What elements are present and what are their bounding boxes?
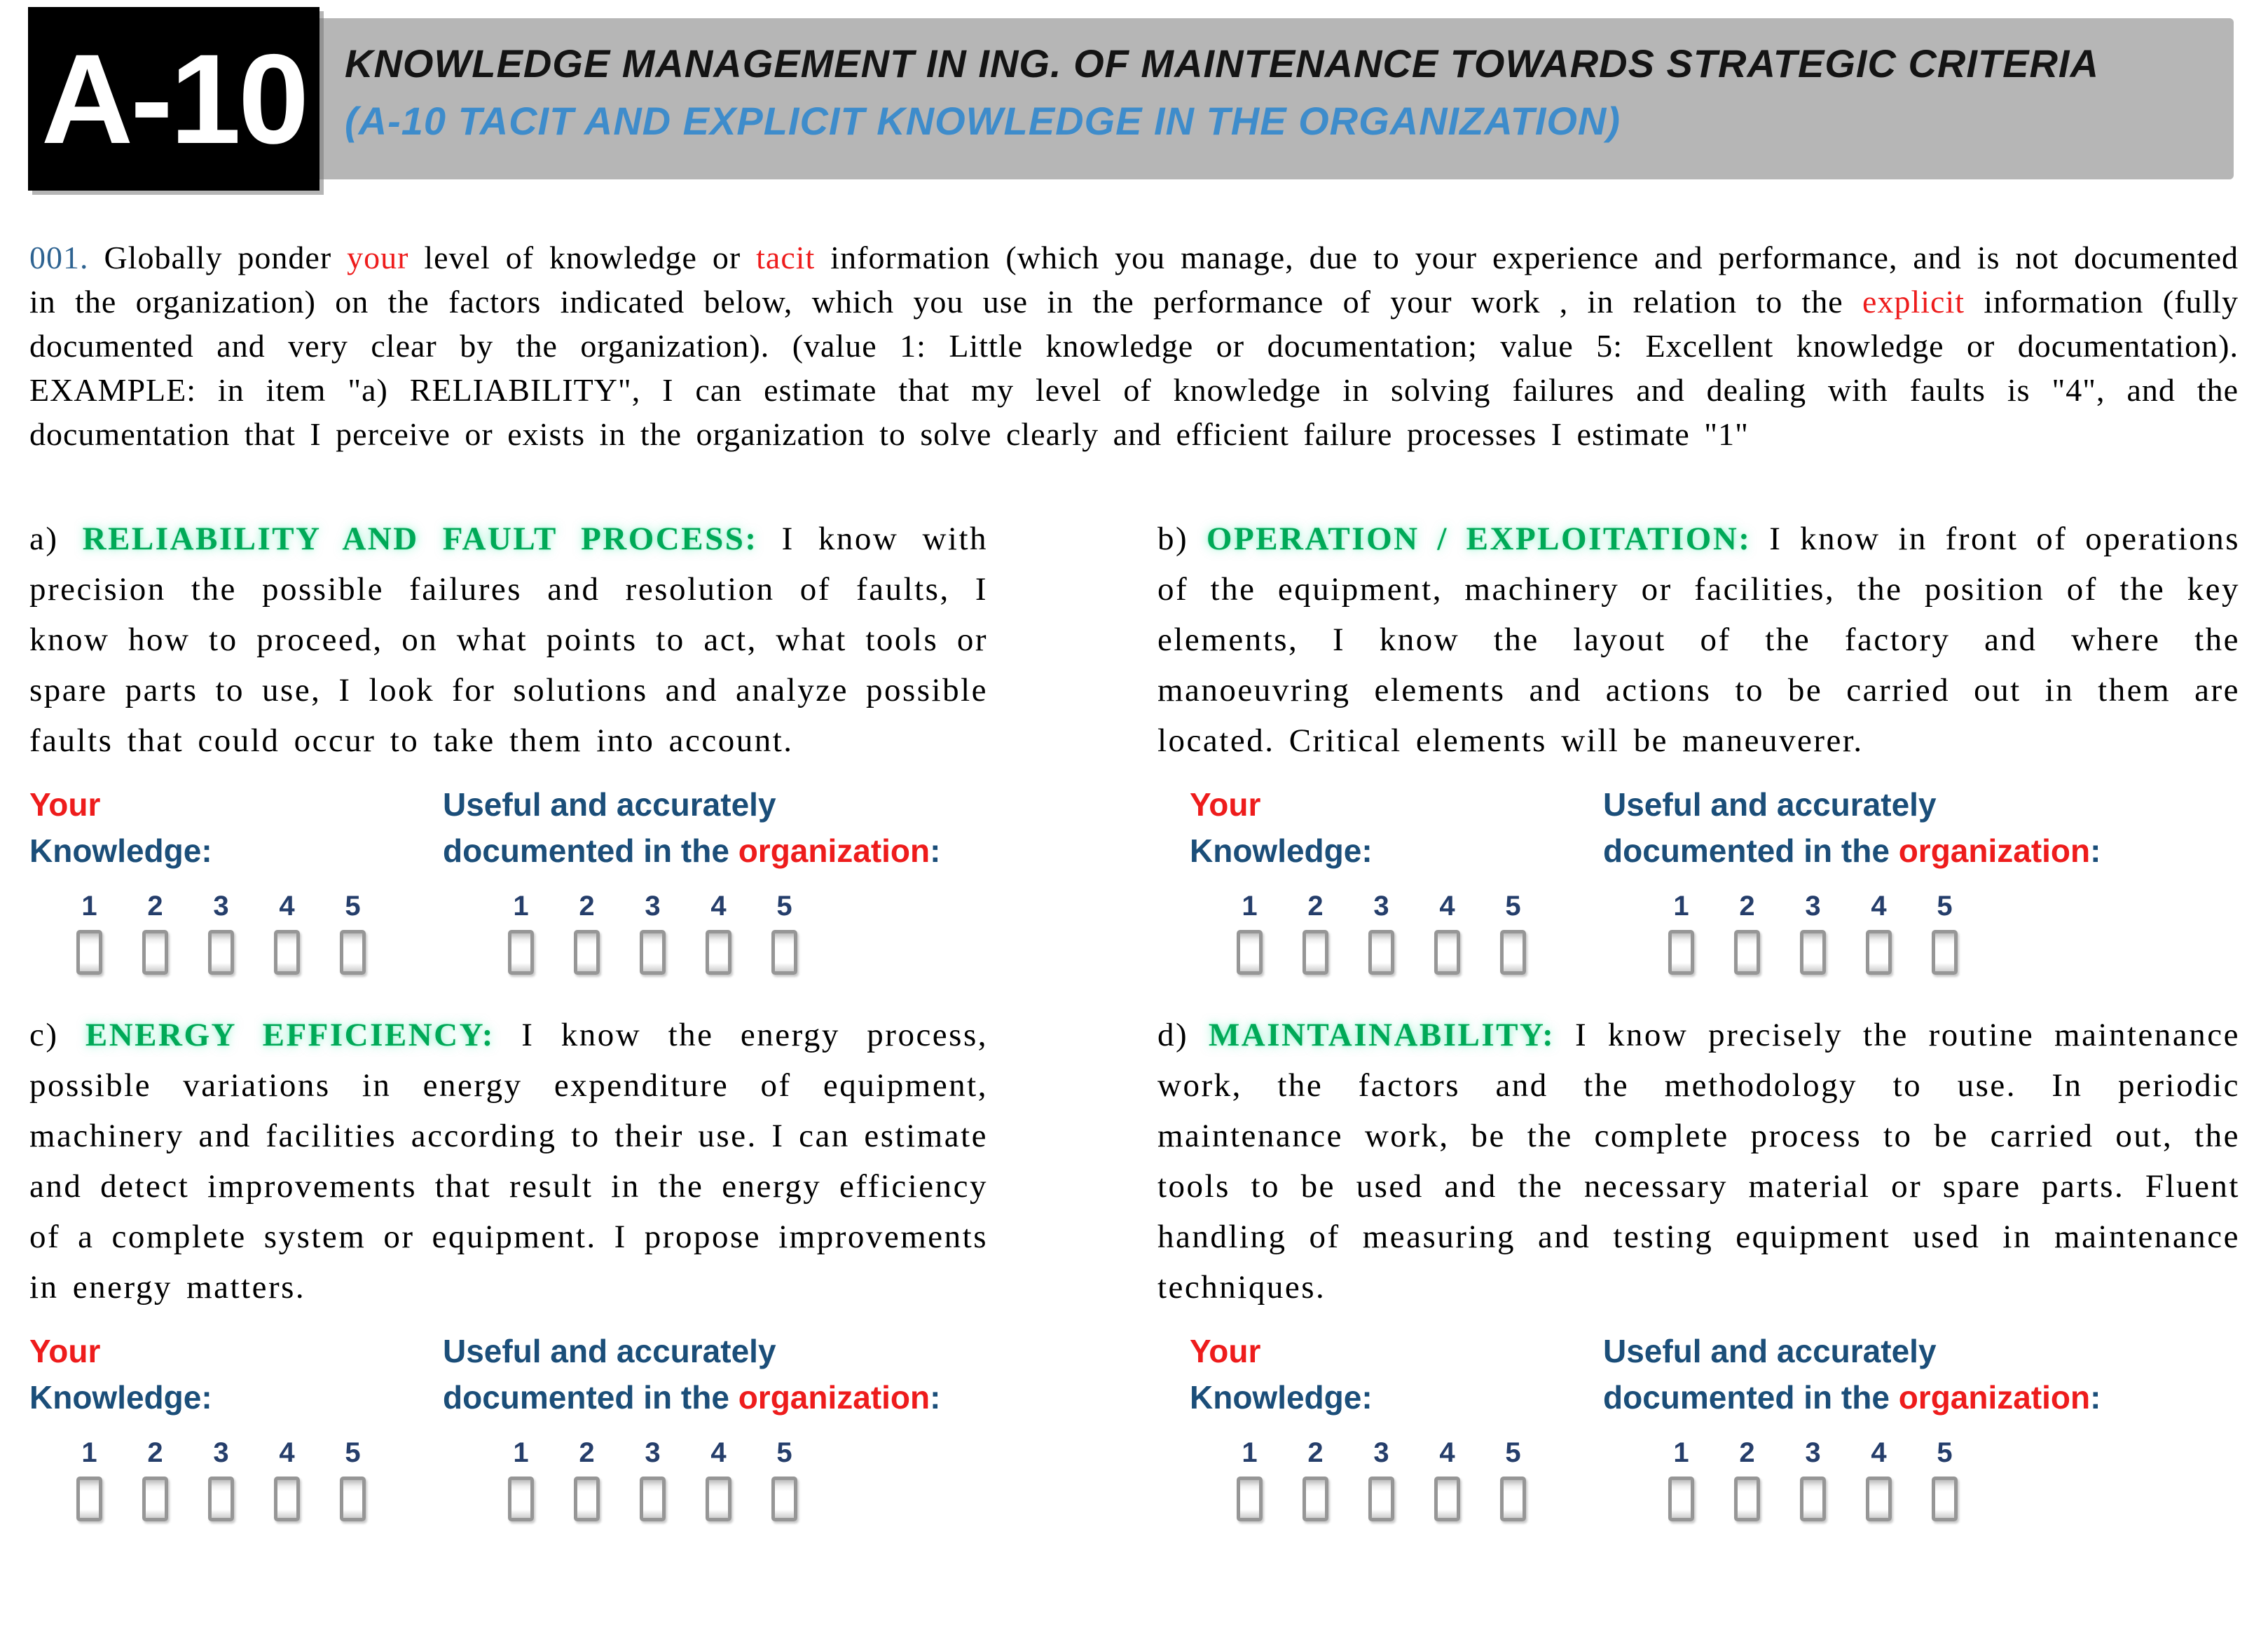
text-navy: :	[2090, 1379, 2101, 1416]
text-green: OPERATION / EXPLOITATION:	[1206, 521, 1752, 557]
text-green: RELIABILITY AND FAULT PROCESS:	[82, 521, 758, 557]
checkbox-c-knowledge-2[interactable]	[142, 1477, 168, 1521]
text-navy: documented in the	[1603, 1379, 1899, 1416]
scale-number-3: 3	[645, 891, 661, 922]
scale-number-1: 1	[1242, 891, 1258, 922]
scale-number-3: 3	[213, 891, 229, 922]
scale-cell	[205, 1437, 238, 1521]
scale-cell	[1665, 891, 1698, 975]
header	[0, 0, 2268, 210]
checkbox-a-documented-1[interactable]	[508, 930, 534, 975]
section-c-text	[29, 1010, 988, 1313]
documented-label-line2	[443, 1374, 940, 1420]
your-knowledge-scale	[29, 891, 369, 975]
text-navy: documented in the	[443, 833, 738, 869]
text-red: organization	[738, 1379, 930, 1416]
checkbox-d-documented-3[interactable]	[1800, 1477, 1826, 1521]
text-navy: Knowledge:	[29, 833, 212, 869]
your-knowledge-scale	[1190, 891, 1530, 975]
documented-group	[443, 1325, 940, 1521]
checkbox-c-documented-4[interactable]	[706, 1477, 731, 1521]
your-knowledge-label	[29, 779, 369, 874]
scale-number-1: 1	[1673, 1437, 1689, 1468]
page-subtitle: (A-10 TACIT AND EXPLICIT KNOWLEDGE IN THE ORGANIZATION)	[345, 99, 1621, 143]
your-knowledge-label	[1190, 1325, 1530, 1420]
documented-label-line2	[1603, 828, 2101, 874]
checkbox-d-knowledge-4[interactable]	[1434, 1477, 1460, 1521]
scale-number-4: 4	[1439, 1437, 1455, 1468]
your-knowledge-label	[1190, 779, 1530, 874]
documented-label-line2	[1603, 1374, 2101, 1420]
scale-cell	[570, 1437, 603, 1521]
page-title: KNOWLEDGE MANAGEMENT IN ING. OF MAINTENANCE TOWARDS STRATEGIC CRITERIA	[345, 41, 2099, 85]
section-d-rating	[1157, 1325, 2240, 1521]
documented-label	[1603, 779, 2101, 874]
checkbox-c-knowledge-5[interactable]	[340, 1477, 366, 1521]
scale-cell	[336, 891, 369, 975]
scale-cell	[636, 1437, 669, 1521]
text-plain: c)	[29, 1017, 85, 1053]
text-navy: Knowledge:	[1190, 1379, 1373, 1416]
text-plain: b)	[1157, 521, 1207, 557]
text-red: organization	[1898, 1379, 2091, 1416]
section-d-text	[1157, 1010, 2240, 1313]
scale-cell	[504, 891, 537, 975]
your-knowledge-group	[29, 779, 369, 975]
checkbox-a-documented-2[interactable]	[574, 930, 600, 975]
scale-number-3: 3	[1373, 1437, 1389, 1468]
text-red: explicit	[1862, 284, 1965, 320]
documented-scale	[1603, 891, 2101, 975]
scale-number-3: 3	[1373, 891, 1389, 922]
text-red: Your	[29, 1333, 101, 1369]
scale-number-1: 1	[513, 1437, 529, 1468]
checkbox-c-documented-5[interactable]	[771, 1477, 797, 1521]
scale-number-3: 3	[213, 1437, 229, 1468]
section-a-text	[29, 514, 988, 766]
scale-number-2: 2	[1307, 1437, 1324, 1468]
documented-label-line1	[443, 781, 940, 828]
checkbox-b-documented-1[interactable]	[1668, 930, 1694, 975]
scale-number-5: 5	[345, 1437, 361, 1468]
text-num: 001.	[29, 240, 89, 275]
checkbox-c-documented-2[interactable]	[574, 1477, 600, 1521]
checkbox-a-documented-3[interactable]	[640, 930, 666, 975]
scale-cell	[768, 1437, 801, 1521]
scale-cell	[1299, 1437, 1332, 1521]
checkbox-c-documented-1[interactable]	[508, 1477, 534, 1521]
scale-number-2: 2	[1739, 1437, 1755, 1468]
checkbox-d-knowledge-1[interactable]	[1237, 1477, 1263, 1521]
your-knowledge-scale	[1190, 1437, 1530, 1521]
scale-number-2: 2	[579, 1437, 595, 1468]
documented-label-line1	[1603, 1328, 2101, 1374]
checkbox-c-documented-3[interactable]	[640, 1477, 666, 1521]
scale-number-2: 2	[147, 891, 163, 922]
documented-label-line1	[1603, 781, 2101, 828]
text-navy: Useful and accurately	[443, 786, 776, 823]
checkbox-d-documented-5[interactable]	[1932, 1477, 1958, 1521]
checkbox-b-knowledge-4[interactable]	[1434, 930, 1460, 975]
scale-cell	[1862, 891, 1895, 975]
checkbox-c-knowledge-4[interactable]	[274, 1477, 300, 1521]
sections-grid	[29, 514, 2239, 1521]
text-navy: Knowledge:	[29, 1379, 212, 1416]
documented-scale	[443, 891, 940, 975]
scale-cell	[1365, 1437, 1398, 1521]
scale-cell	[1431, 1437, 1464, 1521]
documented-group	[1603, 779, 2101, 975]
instruction-paragraph	[29, 235, 2239, 456]
scale-number-5: 5	[776, 1437, 792, 1468]
scale-number-3: 3	[1805, 1437, 1821, 1468]
documented-label	[443, 779, 940, 874]
documented-label-line2	[443, 828, 940, 874]
checkbox-b-knowledge-5[interactable]	[1500, 930, 1526, 975]
scale-number-1: 1	[1242, 1437, 1258, 1468]
scale-number-4: 4	[1871, 891, 1887, 922]
text-green: MAINTAINABILITY:	[1208, 1017, 1555, 1053]
text-green: ENERGY EFFICIENCY:	[85, 1017, 495, 1053]
text-navy: Useful and accurately	[1603, 1333, 1937, 1369]
scale-number-1: 1	[81, 1437, 97, 1468]
checkbox-a-knowledge-1[interactable]	[76, 930, 102, 975]
scale-number-4: 4	[279, 1437, 295, 1468]
checkbox-b-documented-2[interactable]	[1734, 930, 1760, 975]
scale-number-2: 2	[147, 1437, 163, 1468]
scale-number-5: 5	[1505, 891, 1521, 922]
text-navy: Useful and accurately	[1603, 786, 1937, 823]
text-navy: :	[930, 833, 941, 869]
text-navy: :	[930, 1379, 941, 1416]
checkbox-b-documented-3[interactable]	[1800, 930, 1826, 975]
scale-number-2: 2	[579, 891, 595, 922]
scale-cell	[1796, 891, 1829, 975]
scale-number-2: 2	[1307, 891, 1324, 922]
header-titles	[345, 41, 2099, 144]
scale-cell	[205, 891, 238, 975]
scale-cell	[702, 1437, 735, 1521]
checkbox-d-documented-1[interactable]	[1668, 1477, 1694, 1521]
scale-cell	[768, 891, 801, 975]
scale-cell	[1731, 1437, 1764, 1521]
section-badge: A-10	[28, 7, 319, 191]
scale-cell	[1796, 1437, 1829, 1521]
scale-cell	[1731, 891, 1764, 975]
your-knowledge-group	[1190, 1325, 1530, 1521]
scale-number-1: 1	[81, 891, 97, 922]
scale-cell	[1233, 891, 1266, 975]
text-red: tacit	[756, 240, 816, 275]
checkbox-d-documented-4[interactable]	[1866, 1477, 1892, 1521]
text-navy: Useful and accurately	[443, 1333, 776, 1369]
text-plain: I know the energy process, possible variations in energy expenditure of equipment, machinery and facilities according to their use. I can estimate and detect improvements that result in the energy efficiency of a complete system or equipment. I propose improvements in energy matters.	[29, 1017, 988, 1306]
text-navy: :	[2090, 833, 2101, 869]
text-red: Your	[29, 786, 101, 823]
text-plain: I know with precision the possible failures and resolution of faults, I know how to proceed, on what points to act, what tools or spare parts to use, I look for solutions and analyze possible faults that could occur to take them into account.	[29, 521, 989, 759]
scale-number-5: 5	[1937, 891, 1953, 922]
checkbox-d-knowledge-2[interactable]	[1303, 1477, 1328, 1521]
checkbox-b-knowledge-3[interactable]	[1368, 930, 1394, 975]
documented-label	[443, 1325, 940, 1420]
scale-number-4: 4	[710, 1437, 727, 1468]
scale-cell	[636, 891, 669, 975]
scale-cell	[139, 891, 172, 975]
scale-cell	[1497, 1437, 1530, 1521]
scale-cell	[1665, 1437, 1698, 1521]
your-knowledge-scale	[29, 1437, 369, 1521]
scale-cell	[702, 891, 735, 975]
checkbox-d-documented-2[interactable]	[1734, 1477, 1760, 1521]
scale-cell	[1497, 891, 1530, 975]
text-plain: information (which you manage, due to your experience and performance, and is not documented in the organization) on the factors indicated below, which you use in the performance of your work , in relation to the	[29, 240, 2239, 320]
text-navy: documented in the	[443, 1379, 738, 1416]
text-red: organization	[738, 833, 930, 869]
scale-number-4: 4	[279, 891, 295, 922]
checkbox-a-knowledge-3[interactable]	[208, 930, 234, 975]
text-plain: information (fully documented and very clear by the organization). (value 1: Little knowledge or documentation; value 5: Excellent knowledge or documentation). EXAMPLE: in item "a) RELIABILITY", I can estimate that my level of knowledge in solving failures and dealing with faults is "4", and the documentation that I perceive or exists in the organization to solve clearly and efficient failure processes I estimate "1"	[29, 284, 2239, 452]
documented-label	[1603, 1325, 2101, 1420]
checkbox-c-knowledge-1[interactable]	[76, 1477, 102, 1521]
checkbox-d-knowledge-3[interactable]	[1368, 1477, 1394, 1521]
scale-cell	[73, 891, 106, 975]
section-c-rating	[29, 1325, 988, 1521]
section-b-text	[1157, 514, 2240, 766]
scale-cell	[270, 1437, 303, 1521]
checkbox-a-documented-5[interactable]	[771, 930, 797, 975]
documented-scale	[443, 1437, 940, 1521]
scale-cell	[1862, 1437, 1895, 1521]
documented-group	[1603, 1325, 2101, 1521]
text-plain: Globally ponder	[88, 240, 348, 275]
text-plain: d)	[1157, 1017, 1209, 1053]
checkbox-b-documented-5[interactable]	[1932, 930, 1958, 975]
scale-number-4: 4	[1439, 891, 1455, 922]
text-red: Your	[1190, 786, 1261, 823]
scale-cell	[139, 1437, 172, 1521]
scale-number-3: 3	[1805, 891, 1821, 922]
your-knowledge-group	[29, 1325, 369, 1521]
scale-cell	[336, 1437, 369, 1521]
section-a-rating	[29, 779, 988, 975]
scale-number-5: 5	[345, 891, 361, 922]
scale-cell	[1431, 891, 1464, 975]
scale-number-3: 3	[645, 1437, 661, 1468]
checkbox-a-knowledge-5[interactable]	[340, 930, 366, 975]
scale-cell	[1928, 891, 1961, 975]
documented-group	[443, 779, 940, 975]
section-b-rating	[1157, 779, 2240, 975]
scale-number-1: 1	[513, 891, 529, 922]
scale-cell	[73, 1437, 106, 1521]
text-plain: I know precisely the routine maintenance work, the factors and the methodology to use. In periodic maintenance work, be the complete process to be carried out, the tools to be used and the necessary material or spare parts. Fluent handling of measuring and testing equipment used in maintenance techniques.	[1157, 1017, 2240, 1306]
scale-number-5: 5	[1505, 1437, 1521, 1468]
checkbox-c-knowledge-3[interactable]	[208, 1477, 234, 1521]
documented-scale	[1603, 1437, 2101, 1521]
checkbox-a-knowledge-4[interactable]	[274, 930, 300, 975]
scale-cell	[1299, 891, 1332, 975]
scale-number-5: 5	[776, 891, 792, 922]
checkbox-a-documented-4[interactable]	[706, 930, 731, 975]
scale-number-2: 2	[1739, 891, 1755, 922]
text-navy: documented in the	[1603, 833, 1899, 869]
checkbox-a-knowledge-2[interactable]	[142, 930, 168, 975]
checkbox-b-documented-4[interactable]	[1866, 930, 1892, 975]
scale-cell	[504, 1437, 537, 1521]
scale-number-4: 4	[710, 891, 727, 922]
text-red: organization	[1898, 833, 2091, 869]
scale-cell	[1365, 891, 1398, 975]
text-plain: a)	[29, 521, 83, 557]
text-red: your	[347, 240, 409, 275]
scale-number-1: 1	[1673, 891, 1689, 922]
checkbox-b-knowledge-2[interactable]	[1303, 930, 1328, 975]
scale-cell	[1233, 1437, 1266, 1521]
scale-cell	[570, 891, 603, 975]
text-plain: level of knowledge or	[408, 240, 757, 275]
your-knowledge-group	[1190, 779, 1530, 975]
checkbox-d-knowledge-5[interactable]	[1500, 1477, 1526, 1521]
text-red: Your	[1190, 1333, 1261, 1369]
your-knowledge-label	[29, 1325, 369, 1420]
scale-number-5: 5	[1937, 1437, 1953, 1468]
checkbox-b-knowledge-1[interactable]	[1237, 930, 1263, 975]
scale-number-4: 4	[1871, 1437, 1887, 1468]
scale-cell	[270, 891, 303, 975]
scale-cell	[1928, 1437, 1961, 1521]
text-plain: I know in front of operations of the equipment, machinery or facilities, the position of the key elements, I know the layout of the factory and where the manoeuvring elements and actions to be carried out in them are located. Critical elements will be maneuverer.	[1157, 521, 2240, 759]
text-navy: Knowledge:	[1190, 833, 1373, 869]
documented-label-line1	[443, 1328, 940, 1374]
